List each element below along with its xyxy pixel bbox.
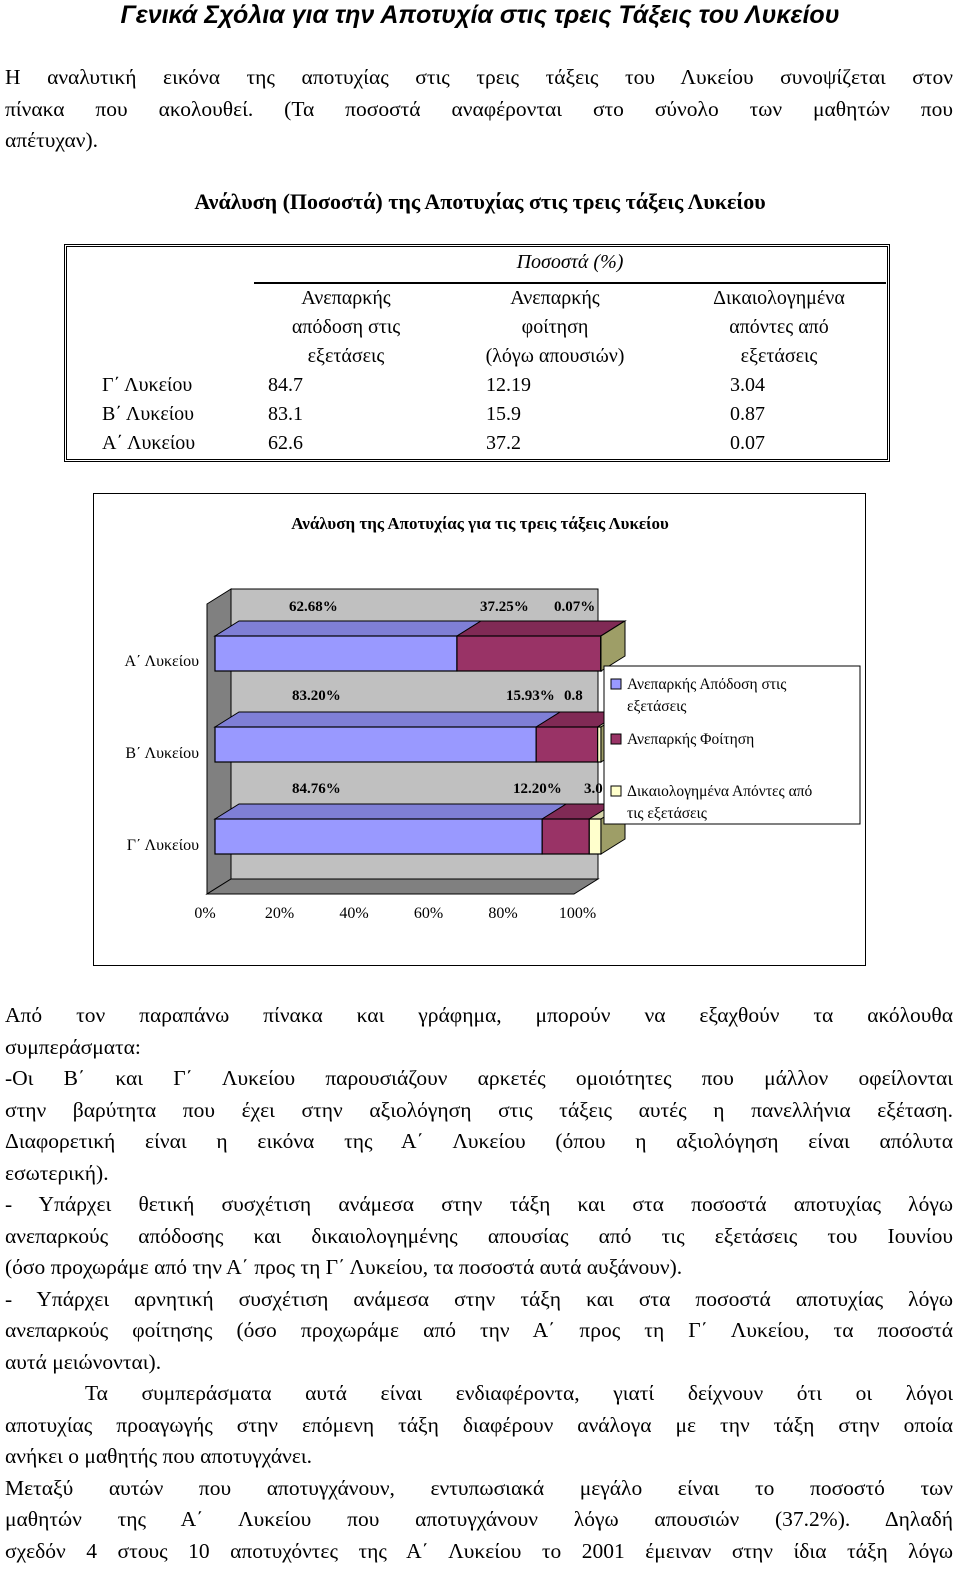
data-label: 15.93% bbox=[506, 688, 555, 704]
bar-top-face bbox=[215, 804, 566, 819]
column-header-line: Ανεπαρκής bbox=[510, 287, 600, 309]
conclusion-line: ανεπαρκούς φοίτησης (όσο προχωράμε από την Α΄ προς τη Γ΄ Λυκείου, τα ποσοστά bbox=[5, 1318, 953, 1342]
category-label: Β΄ Λυκείου bbox=[125, 745, 199, 762]
intro-paragraph bbox=[5, 62, 953, 157]
chart-title: Ανάλυση της Αποτυχίας για τις τρεις τάξεις Λυκείου bbox=[291, 514, 669, 533]
conclusion-line: ανήκει ο μαθητής που αποτυγχάνει. bbox=[5, 1444, 313, 1468]
data-label: 0.07% bbox=[554, 599, 596, 615]
legend-swatch bbox=[611, 679, 621, 689]
conclusion-line: στην βαρύτητα που έχει στην αξιολόγηση στις τάξεις αυτές η πανελλήνια εξέταση. bbox=[5, 1097, 953, 1122]
chart-canvas bbox=[94, 494, 867, 967]
column-header-line: εξετάσεις bbox=[740, 345, 818, 367]
table-cell: 62.6 bbox=[268, 432, 303, 454]
conclusion-line: μαθητών της Α΄ Λυκείου που αποτυγχάνουν λόγω απουσιών (37.2%). Δηλαδή bbox=[5, 1507, 953, 1531]
x-tick-label: 60% bbox=[413, 905, 444, 922]
category-label: Α΄ Λυκείου bbox=[124, 653, 199, 670]
legend-swatch bbox=[611, 734, 621, 744]
row-label: Γ΄ Λυκείου bbox=[102, 374, 193, 396]
row-label: Β΄ Λυκείου bbox=[102, 403, 195, 425]
table-cell: 0.87 bbox=[730, 403, 765, 425]
conclusion-line: συμπεράσματα: bbox=[5, 1034, 141, 1059]
chart-floor bbox=[207, 879, 598, 894]
data-label: 12.20% bbox=[513, 781, 562, 797]
data-label: 83.20% bbox=[292, 688, 341, 704]
bar-segment bbox=[215, 819, 542, 854]
x-tick-label: 20% bbox=[264, 905, 295, 922]
data-table bbox=[68, 248, 886, 458]
data-label: 84.76% bbox=[292, 781, 341, 797]
conclusion-line: ανεπαρκούς απόδοσης και δικαιολογημένης απουσίας από τις εξετάσεις του Ιουνίου bbox=[5, 1223, 953, 1248]
data-label: 62.68% bbox=[289, 599, 338, 615]
conclusion-line: Από τον παραπάνω πίνακα και γράφημα, μπορούν να εξαχθούν τα ακόλουθα bbox=[5, 1003, 953, 1027]
table-cell: 84.7 bbox=[268, 374, 303, 396]
conclusion-line: Τα συμπεράσματα αυτά είναι ενδιαφέροντα, γιατί δείχνουν ότι οι λόγοι bbox=[85, 1381, 953, 1405]
intro-line: πίνακα που ακολουθεί. (Τα ποσοστά αναφέρονται στο σύνολο των μαθητών που bbox=[5, 96, 953, 121]
bar-segment bbox=[215, 727, 536, 762]
failure-analysis-table bbox=[64, 244, 890, 462]
intro-line: απέτυχαν). bbox=[5, 128, 99, 152]
legend-swatch bbox=[611, 786, 621, 796]
bar-top-face bbox=[215, 712, 560, 727]
row-label: Α΄ Λυκείου bbox=[102, 432, 196, 454]
stacked-bar-chart bbox=[93, 493, 866, 966]
table-cell: 37.2 bbox=[486, 432, 521, 454]
table-cell: 3.04 bbox=[730, 374, 765, 396]
bar-segment bbox=[598, 727, 601, 762]
table-row bbox=[68, 429, 886, 458]
bar-segment bbox=[542, 819, 589, 854]
conclusion-line: - Υπάρχει αρνητική συσχέτιση ανάμεσα στην τάξη και στα ποσοστά αποτυχίας λόγω bbox=[5, 1286, 953, 1311]
legend-label-line: Ανεπαρκής Απόδοση στις bbox=[627, 676, 787, 693]
table-cell: 15.9 bbox=[486, 403, 521, 425]
table-cell: 83.1 bbox=[268, 403, 303, 425]
legend-label-line: Δικαιολογημένα Απόντες από bbox=[627, 783, 813, 800]
column-header-line: (λόγω απουσιών) bbox=[485, 345, 625, 367]
table-cell: 12.19 bbox=[486, 374, 531, 396]
column-header bbox=[254, 283, 438, 371]
bar-top-face bbox=[457, 621, 625, 636]
legend-label-line: εξετάσεις bbox=[627, 698, 687, 715]
conclusion-line: σχεδόν 4 στους 10 αποτυχόντες της Α΄ Λυκείου το 2001 έμειναν στην ίδια τάξη λόγω bbox=[5, 1538, 953, 1563]
conclusion-line: εσωτερική). bbox=[5, 1160, 109, 1185]
bar-segment bbox=[536, 727, 597, 762]
conclusion-line: - Υπάρχει θετική συσχέτιση ανάμεσα στην τάξη και στα ποσοστά αποτυχίας λόγω bbox=[5, 1192, 953, 1216]
table-row bbox=[68, 371, 886, 400]
table-super-header: Ποσοστά (%) bbox=[254, 248, 886, 283]
bar-segment bbox=[457, 636, 601, 671]
table-title: Ανάλυση (Ποσοστά) της Αποτυχίας στις τρεις τάξεις Λυκείου bbox=[194, 189, 766, 214]
column-header-line: εξετάσεις bbox=[307, 345, 385, 367]
legend-label bbox=[627, 731, 754, 748]
data-label: 3.0 bbox=[584, 781, 603, 797]
x-tick-label: 80% bbox=[488, 905, 518, 922]
column-header-line: απόδοση στις bbox=[291, 316, 401, 338]
column-header bbox=[438, 283, 672, 371]
conclusion-line: αποτυχίας προαγωγής στην επόμενη τάξη διαφέρουν ανάλογα με την τάξη στην οποία bbox=[5, 1412, 953, 1437]
legend-label-line: Ανεπαρκής Φοίτηση bbox=[627, 731, 755, 748]
column-header-line: Δικαιολογημένα bbox=[713, 287, 845, 309]
conclusion-line: -Οι Β΄ και Γ΄ Λυκείου παρουσιάζουν αρκετές ομοιότητες που μάλλον οφείλονται bbox=[5, 1066, 953, 1090]
legend-label-line: τις εξετάσεις bbox=[627, 805, 707, 822]
x-tick-label: 0% bbox=[194, 905, 216, 922]
document-title: Γενικά Σχόλια για την Αποτυχία στις τρεις Τάξεις του Λυκείου bbox=[120, 1, 840, 29]
conclusion-line: αυτά μειώνονται). bbox=[5, 1349, 162, 1374]
bar-segment bbox=[589, 819, 601, 854]
data-label: 37.25% bbox=[480, 599, 529, 615]
column-header-line: Ανεπαρκής bbox=[301, 287, 391, 309]
x-tick-label: 100% bbox=[558, 905, 597, 922]
table-cell: 0.07 bbox=[730, 432, 765, 454]
bar-segment bbox=[215, 636, 457, 671]
intro-line: Η αναλυτική εικόνα της αποτυχίας στις τρεις τάξεις του Λυκείου συνοψίζεται στον bbox=[5, 65, 953, 89]
conclusion-line: Μεταξύ αυτών που αποτυγχάνουν, εντυπωσιακά μεγάλο είναι το ποσοστό των bbox=[5, 1475, 953, 1500]
column-header-line: φοίτηση bbox=[521, 316, 589, 338]
bar-top-face bbox=[215, 621, 481, 636]
category-label: Γ΄ Λυκείου bbox=[126, 837, 199, 854]
table-row bbox=[68, 400, 886, 429]
data-label: 0.8 bbox=[564, 688, 583, 704]
conclusion-line: Διαφορετική είναι η εικόνα της Α΄ Λυκείου (όπου η αξιολόγηση είναι απόλυτα bbox=[5, 1129, 953, 1153]
conclusions-paragraph bbox=[5, 1000, 953, 1567]
x-tick-label: 40% bbox=[339, 905, 369, 922]
column-header bbox=[672, 283, 886, 371]
conclusion-line: (όσο προχωράμε από την Α΄ προς τη Γ΄ Λυκείου, τα ποσοστά αυτά αυξάνουν). bbox=[5, 1255, 683, 1279]
column-header-line: απόντες από bbox=[729, 316, 829, 338]
